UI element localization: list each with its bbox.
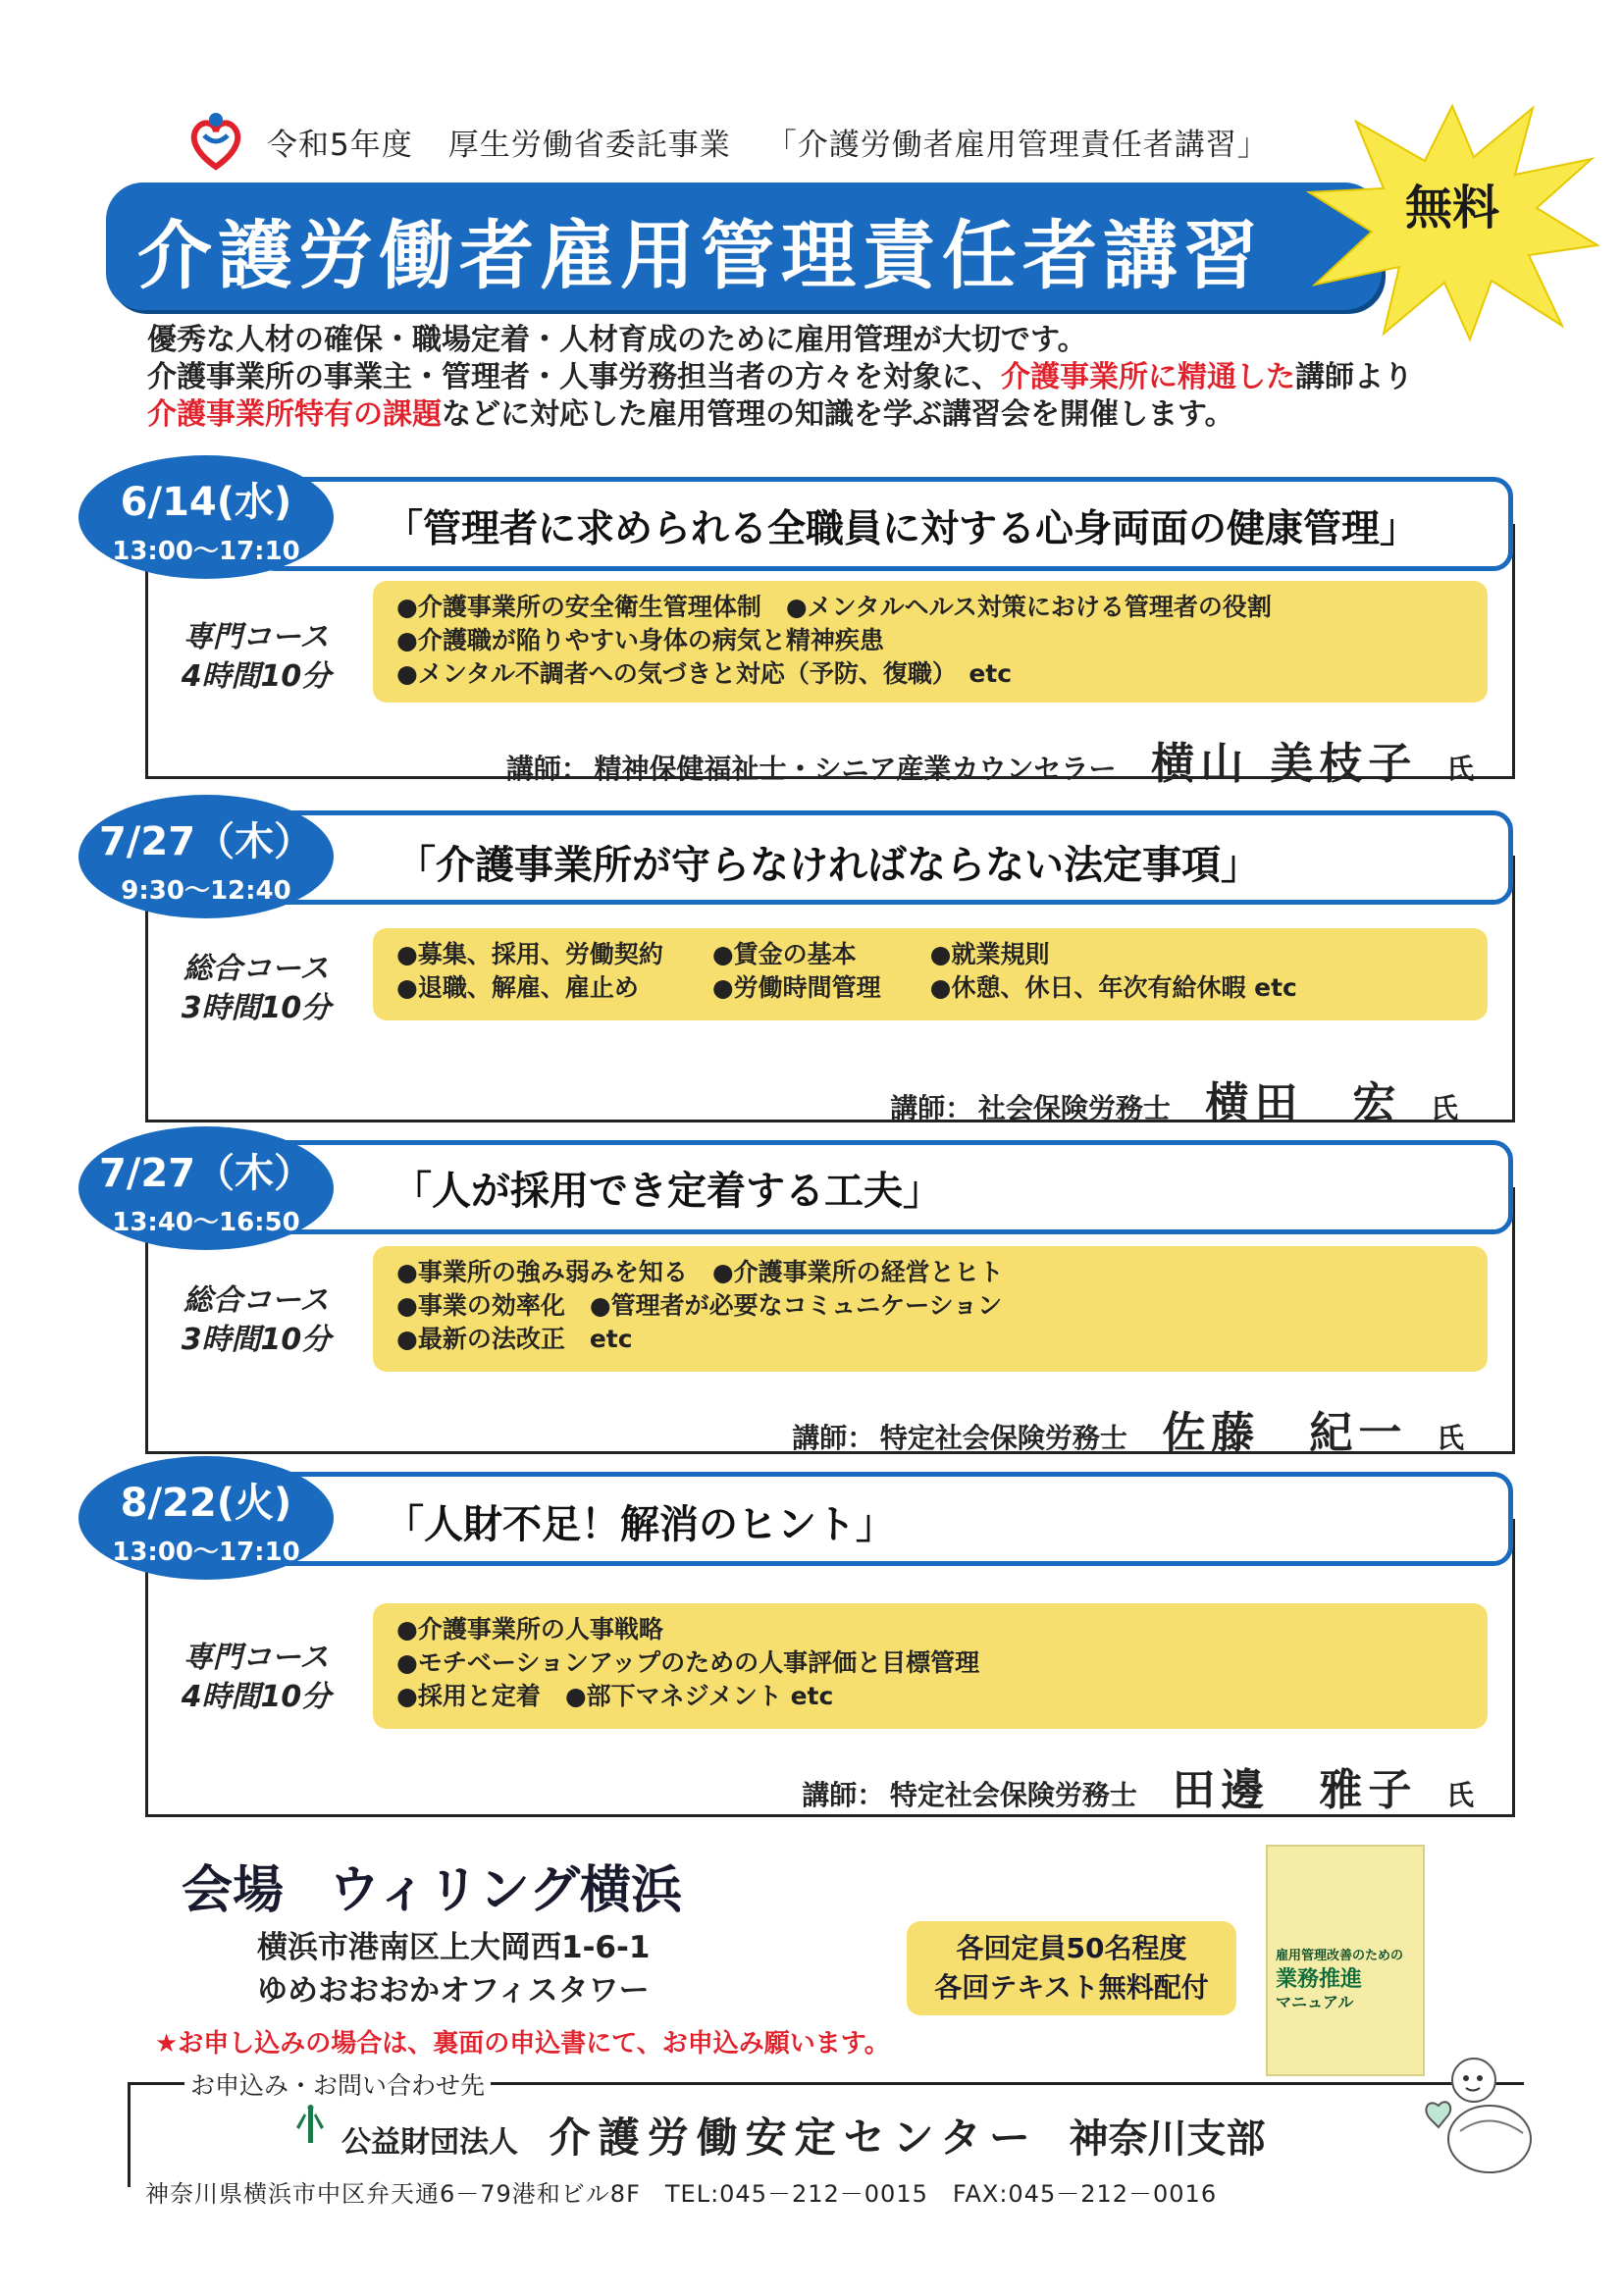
- lecturer-name: 佐藤 紀一: [1162, 1408, 1408, 1458]
- lecturer-title: 特定社会保険労務士: [889, 1779, 1137, 1811]
- session-date-badge-2: [79, 795, 334, 918]
- course-name-3: 総合コース: [183, 1283, 330, 1318]
- manual-cover-image: [1266, 1845, 1425, 2076]
- intro-line-2c: 講師より: [1295, 360, 1413, 394]
- venue-address: [257, 1926, 650, 2012]
- venue-name: ウィリング横浜: [329, 1861, 682, 1920]
- lecturer-suffix: 氏: [1430, 1092, 1458, 1124]
- capacity-line-2: 各回テキスト無料配付: [934, 1971, 1209, 2004]
- session-time-1: 13:00～17:10: [112, 537, 300, 566]
- topic-item: ●介護職が陥りやすい身体の病気と精神疾患: [396, 626, 884, 654]
- venue-address-line-2: ゆめおおおかオフィスタワー: [257, 1973, 650, 2009]
- intro-line-2: [147, 359, 1413, 396]
- lecturer-label: 講師：: [890, 1092, 973, 1124]
- page-title: 介護労働者雇用管理責任者講習: [137, 212, 1264, 299]
- org-branch: 神奈川支部: [1069, 2116, 1266, 2162]
- session-date-badge-3: [79, 1126, 334, 1250]
- topic-item: ●募集、採用、労働契約 ●賃金の基本 ●就業規則: [396, 940, 1050, 968]
- course-name-1: 専門コース: [183, 620, 330, 654]
- session-title-1: 「管理者に求められる全職員に対する心身両面の健康管理」: [385, 507, 1419, 551]
- contact-label: お申込み・お問い合わせ先: [184, 2066, 491, 2102]
- session-time-4: 13:00～17:10: [112, 1538, 300, 1567]
- session-lecturer-3: [792, 1397, 1464, 1460]
- session-date-2: 7/27（木）: [98, 819, 314, 864]
- topic-item: ●介護事業所の人事戦略: [396, 1615, 663, 1644]
- session-time-3: 13:40～16:50: [112, 1208, 300, 1237]
- lecturer-suffix: 氏: [1445, 753, 1474, 785]
- org-row: [341, 2106, 1265, 2165]
- lecturer-name: 横田 宏: [1205, 1078, 1402, 1128]
- session-title-4: 「人財不足！解消のヒント」: [385, 1502, 895, 1547]
- topic-item: ●最新の法改正 etc: [396, 1325, 633, 1353]
- intro-line-2b: 介護事業所に精通した: [1001, 360, 1295, 394]
- lecturer-title: 社会保険労務士: [977, 1092, 1171, 1124]
- topic-item: ●採用と定着 ●部下マネジメント etc: [396, 1682, 834, 1710]
- intro-text: [147, 322, 1413, 434]
- session-topics-3: [373, 1246, 1488, 1372]
- mhlw-logo-icon: [186, 110, 245, 171]
- lecturer-suffix: 氏: [1436, 1422, 1464, 1454]
- venue-heading: [182, 1849, 682, 1922]
- manual-subtitle-2: マニュアル: [1276, 1993, 1354, 2011]
- course-name-2: 総合コース: [183, 952, 330, 986]
- capacity-line-1: 各回定員50名程度: [956, 1932, 1187, 1964]
- header-year: 令和5年度: [267, 128, 413, 163]
- course-name-4: 専門コース: [183, 1641, 330, 1675]
- topic-item: ●退職、解雇、雇止め ●労働時間管理 ●休憩、休日、年次有給休暇 etc: [396, 973, 1297, 1002]
- manual-subtitle: 雇用管理改善のための: [1276, 1949, 1404, 1963]
- course-hours-1: 4時間10分: [181, 659, 332, 694]
- lecturer-suffix: 氏: [1445, 1779, 1474, 1811]
- session-topics-2: [373, 928, 1488, 1020]
- course-hours-2: 3時間10分: [181, 991, 332, 1025]
- contact-address: 神奈川県横浜市中区弁天通6－79港和ビル8F TEL:045－212－0015 FAX:045－212－0016: [145, 2180, 1218, 2208]
- header-line: [267, 120, 1304, 164]
- session-date-4: 8/22(火): [120, 1481, 292, 1526]
- org-type: 公益財団法人: [341, 2125, 518, 2160]
- session-course-4: [173, 1639, 340, 1717]
- topic-item: ●モチベーションアップのための人事評価と目標管理: [396, 1648, 980, 1677]
- course-hours-4: 4時間10分: [181, 1680, 332, 1714]
- turtle-mascot-icon: [1421, 2051, 1539, 2178]
- topic-item: ●介護事業所の安全衛生管理体制 ●メンタルヘルス対策における管理者の役割: [396, 593, 1272, 621]
- intro-line-1: 優秀な人材の確保・職場定着・人材育成のために雇用管理が大切です。: [147, 323, 1087, 357]
- session-date-1: 6/14(水): [120, 480, 292, 525]
- session-topics-4: [373, 1603, 1488, 1729]
- session-lecturer-2: [890, 1068, 1458, 1130]
- session-course-1: [173, 618, 340, 697]
- lecturer-name: 横山 美枝子: [1151, 739, 1418, 789]
- lecturer-label: 講師：: [792, 1422, 875, 1454]
- header-program: 「介護労働者雇用管理責任者講習」: [765, 128, 1269, 163]
- session-lecturer-4: [802, 1754, 1474, 1817]
- manual-title: 業務推進: [1276, 1967, 1363, 1992]
- header-ministry: 厚生労働省委託事業: [447, 128, 731, 163]
- session-time-2: 9:30～12:40: [121, 876, 291, 906]
- session-date-badge-1: [79, 455, 334, 579]
- capacity-box: [907, 1921, 1236, 2015]
- session-topics-1: [373, 581, 1488, 703]
- course-hours-3: 3時間10分: [181, 1323, 332, 1357]
- topic-item: ●事業の効率化 ●管理者が必要なコミュニケーション: [396, 1291, 1003, 1320]
- session-title-2: 「介護事業所が守らなければならない法定事項」: [396, 843, 1260, 888]
- venue-address-line-1: 横浜市港南区上大岡西1-6-1: [257, 1930, 651, 1965]
- intro-line-3b: などに対応した雇用管理の知識を学ぶ講習会を開催します。: [442, 397, 1234, 432]
- org-logo-icon: [290, 2104, 330, 2147]
- lecturer-label: 講師：: [802, 1779, 885, 1811]
- lecturer-name: 田邊 雅子: [1172, 1765, 1418, 1815]
- application-notice: ★お申し込みの場合は、裏面の申込書にて、お申込み願います。: [155, 2029, 890, 2059]
- session-course-3: [173, 1281, 340, 1360]
- session-date-badge-4: [79, 1456, 334, 1580]
- intro-line-3: [147, 396, 1413, 434]
- session-course-2: [173, 950, 340, 1028]
- free-badge-burst-icon: [1305, 98, 1599, 343]
- intro-line-2a: 介護事業所の事業主・管理者・人事労務担当者の方々を対象に、: [147, 360, 1001, 394]
- session-title-3: 「人が採用でき定着する工夫」: [393, 1169, 942, 1214]
- lecturer-label: 講師：: [505, 753, 589, 785]
- lecturer-title: 特定社会保険労務士: [879, 1422, 1127, 1454]
- org-name: 介護労働安定センター: [549, 2113, 1038, 2162]
- session-date-3: 7/27（木）: [98, 1151, 314, 1196]
- intro-line-3a: 介護事業所特有の課題: [147, 397, 442, 432]
- lecturer-title: 精神保健福祉士・シニア産業カウンセラー: [594, 753, 1117, 785]
- venue-label: 会場: [182, 1861, 285, 1920]
- topic-item: ●事業所の強み弱みを知る ●介護事業所の経営とヒト: [396, 1258, 1004, 1286]
- topic-item: ●メンタル不調者への気づきと対応（予防、復職） etc: [396, 659, 1013, 688]
- session-lecturer-1: [506, 728, 1474, 791]
- free-badge-text: 無料: [1404, 181, 1500, 235]
